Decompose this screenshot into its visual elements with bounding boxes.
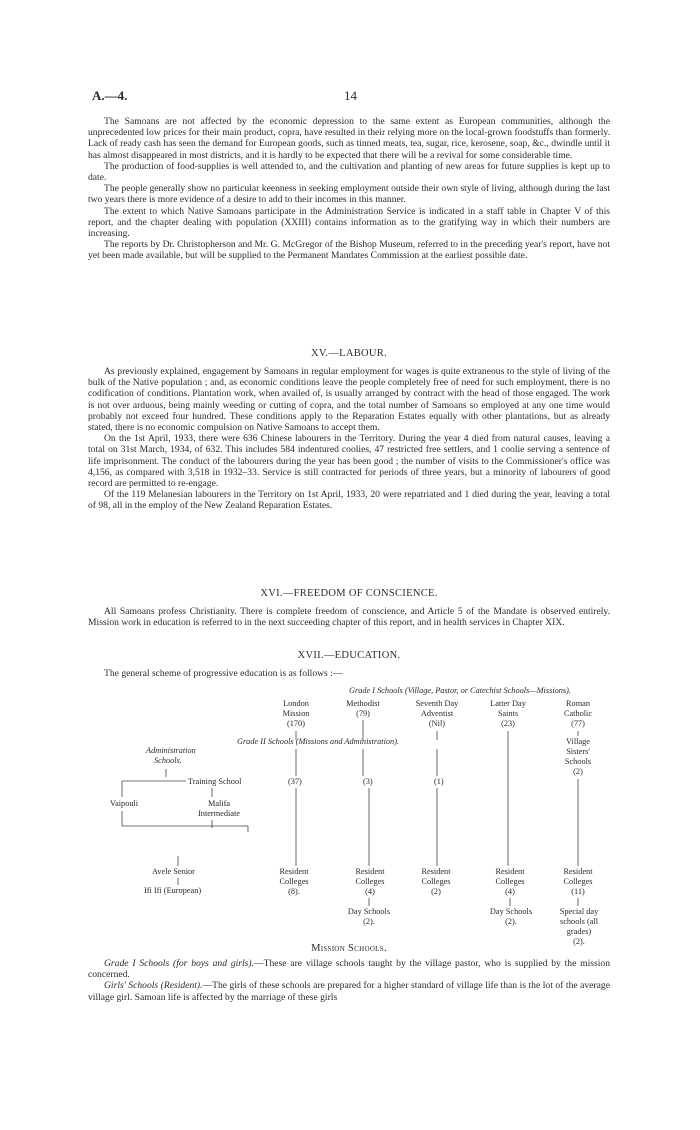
header-left: A.—4. — [92, 88, 128, 103]
avele-senior-label: Avele Senior — [152, 867, 195, 876]
sisters-line-1: Village — [566, 737, 590, 746]
special-line-3: grades) — [566, 927, 592, 936]
admin-line-2: Schools. — [154, 756, 182, 765]
ifi-ifi-label: Ifi Ifi (European) — [144, 886, 202, 895]
resident-latter-day-count: (4) — [505, 887, 515, 896]
special-line-2: schools (all — [559, 917, 599, 926]
resident-catholic-line-2: Colleges — [563, 877, 593, 886]
labour-paragraph-1: As previously explained, engagement by Samoans in regular employment for wages is quite extraneous to the style of living of the bulk of the Native population ; and, as economic conditions leave the people completely free of need for such employment, there is no codification of conditions. Plantation work, when availed of, is usually arranged by contract with the head of those engaged. The work is not over arduous, being mainly weeding or cutting of copra, and the total number of Samoans so employed at any one time would probably not exceed four hundred. These conditions apply to the Reparation Estates equally with other plantations, but as already stated, there is no economic compulsion on Native Samoans to accept them. — [88, 366, 610, 434]
mission-adventist-name2: Adventist — [420, 709, 454, 718]
page-number: 14 — [344, 88, 357, 103]
training-school-label: Training School — [188, 777, 242, 786]
intro-paragraph-4: The extent to which Native Samoans participate in the Administration Service is indicated in a staff table in Chapter V of this report, and the chapter dealing with population (XXIII) contains information as to the gratifying way in which their numbers are increasing. — [88, 205, 610, 240]
intro-paragraph-1: The Samoans are not affected by the economic depression to the same extent as European communities, although the unprecedented low prices for their main product, copra, have resulted in their relying more on the local-grown foodstuffs than formerly. Lack of ready cash has seen the demand for European goods, such as tinned meats, tea, sugar, rice, kerosene, soap, &c., dwindle until it has almost disappeared in most districts, and it is hardly to be expected that there will be a revival for some considerable time. — [88, 116, 610, 161]
resident-latter-day-line-2: Colleges — [495, 877, 525, 886]
conscience-heading: XVI.—FREEDOM OF CONSCIENCE. — [260, 588, 438, 599]
mission-catholic-name1: Roman — [566, 699, 590, 708]
intro-paragraph-3: The people generally show no particular keenness in seeking employment outside their own style of living, although during the last two years there is more evidence of a desire to add to their incomes in this manner. — [88, 183, 610, 206]
conscience-paragraph-1: All Samoans profess Christianity. There is complete freedom of conscience, and Article 5 of the Mandate is observed entirely. Mission work in education is referred to in the next succeeding chapter of this report, and in health services in Chapter XIX. — [88, 606, 610, 629]
day-schools-methodist-count: (2). — [363, 917, 375, 926]
labour-paragraph-2: On the 1st April, 1933, there were 636 Chinese labourers in the Territory. During the year 4 died from natural causes, leaving a total on 31st March, 1934, of 632. This includes 584 indentured coolies, 47 restricted free settlers, and 1 coolie serving a sentence of life imprisonment. The conduct of the labourers during the year has been good ; the number of visits to the Commissioner's office was 4,156, as compared with 3,518 in 1932–33. Service is still contracted for periods of three years, but a minority of labourers of good record are permitted to re-engage. — [88, 433, 610, 490]
mission-adventist-name1: Seventh Day — [415, 699, 459, 708]
mission-latter-day-count: (23) — [501, 719, 515, 728]
mission-methodist-name2: (79) — [356, 709, 370, 718]
resident-methodist-line-1: Resident — [355, 867, 385, 876]
mission-london-name2: Mission — [282, 709, 310, 718]
grade1-paragraph-text: —These are village schools taught by the village pastor, who is supplied by the mission concerned. — [88, 958, 611, 981]
mission-catholic-name2: Catholic — [563, 709, 593, 718]
mission-catholic-count: (77) — [571, 719, 585, 728]
mission-latter-day-name1: Latter Day — [490, 699, 526, 708]
intro-paragraph-5: The reports by Dr. Christopherson and Mr. G. McGregor of the Bishop Museum, referred to in the preceding year's report, have not yet been made available, but will be supplied to the Permanent Mandates Commission at the earliest possible date. — [88, 239, 610, 262]
sisters-line-3: Schools — [564, 757, 592, 766]
sisters-line-4: (2) — [573, 767, 583, 776]
mission-adventist-count: (Nil) — [428, 719, 446, 728]
resident-london-line-1: Resident — [279, 867, 309, 876]
resident-methodist-count: (4) — [365, 887, 375, 896]
mission-london-name1: London — [283, 699, 309, 708]
resident-methodist-line-2: Colleges — [355, 877, 385, 886]
grade2-count-london: (37) — [288, 777, 302, 786]
resident-catholic-line-1: Resident — [563, 867, 593, 876]
vaipouli-label: Vaipouli — [110, 799, 139, 808]
malifa-line-2: Intermediate — [198, 809, 240, 818]
education-intro-text: The general scheme of progressive education is as follows :— — [104, 668, 343, 679]
education-heading: XVII.—EDUCATION. — [297, 650, 401, 661]
admin-line-1: Administration — [146, 746, 196, 755]
day-schools-latter-day-count: (2). — [505, 917, 517, 926]
grade2-count-adventist: (1) — [434, 777, 444, 786]
grade1-paragraph — [88, 958, 610, 980]
special-line-1: Special day — [559, 907, 599, 916]
resident-adventist-line-1: Resident — [421, 867, 451, 876]
intro-paragraph-2: The production of food-supplies is well attended to, and the cultivation and planting of new areas for future supplies is kept up to date. — [88, 160, 610, 184]
resident-latter-day-line-1: Resident — [495, 867, 525, 876]
girls-paragraph-lead: Girls' Schools (Resident). — [104, 980, 203, 992]
labour-paragraph-3: Of the 119 Melanesian labourers in the Territory on 1st April, 1933, 20 were repatriated and 1 died during the year, leaving a total of 98, all in the employ of the New Zealand Reparation Estates. — [88, 489, 610, 512]
mission-london-count: (170) — [287, 719, 305, 728]
resident-london-line-2: Colleges — [279, 877, 309, 886]
resident-london-count: (8). — [288, 887, 300, 896]
mission-latter-day-name2: Saints — [497, 709, 519, 718]
girls-paragraph-text: —The girls of these schools are prepared for a higher standard of village life than is the lot of the average village girl. Samoan life is affected by the marriage of these girls — [88, 980, 610, 1003]
girls-paragraph — [88, 980, 610, 1002]
mission-schools-text — [88, 958, 610, 1003]
malifa-line-1: Malifa — [207, 799, 231, 808]
grade1-title: Grade I Schools (Village, Pastor, or Catechist Schools—Missions). — [348, 686, 571, 695]
mission-schools-heading: Mission Schools. — [311, 943, 387, 954]
grade2-count-methodist: (3) — [363, 777, 373, 786]
grade2-title: Grade II Schools (Missions and Administration). — [236, 737, 400, 746]
labour-heading: XV.—LABOUR. — [310, 348, 388, 359]
grade1-paragraph-lead: Grade I Schools (for boys and girls). — [104, 958, 255, 969]
resident-adventist-count: (2) — [431, 887, 441, 896]
mission-methodist-name1: Methodist — [346, 699, 380, 708]
day-schools-latter-day-label: Day Schools — [489, 907, 533, 916]
resident-catholic-count: (11) — [571, 887, 585, 896]
resident-adventist-line-2: Colleges — [421, 877, 451, 886]
day-schools-methodist-label: Day Schools — [347, 907, 391, 916]
special-line-4: (2). — [573, 937, 585, 946]
sisters-line-2: Sisters' — [566, 747, 590, 756]
